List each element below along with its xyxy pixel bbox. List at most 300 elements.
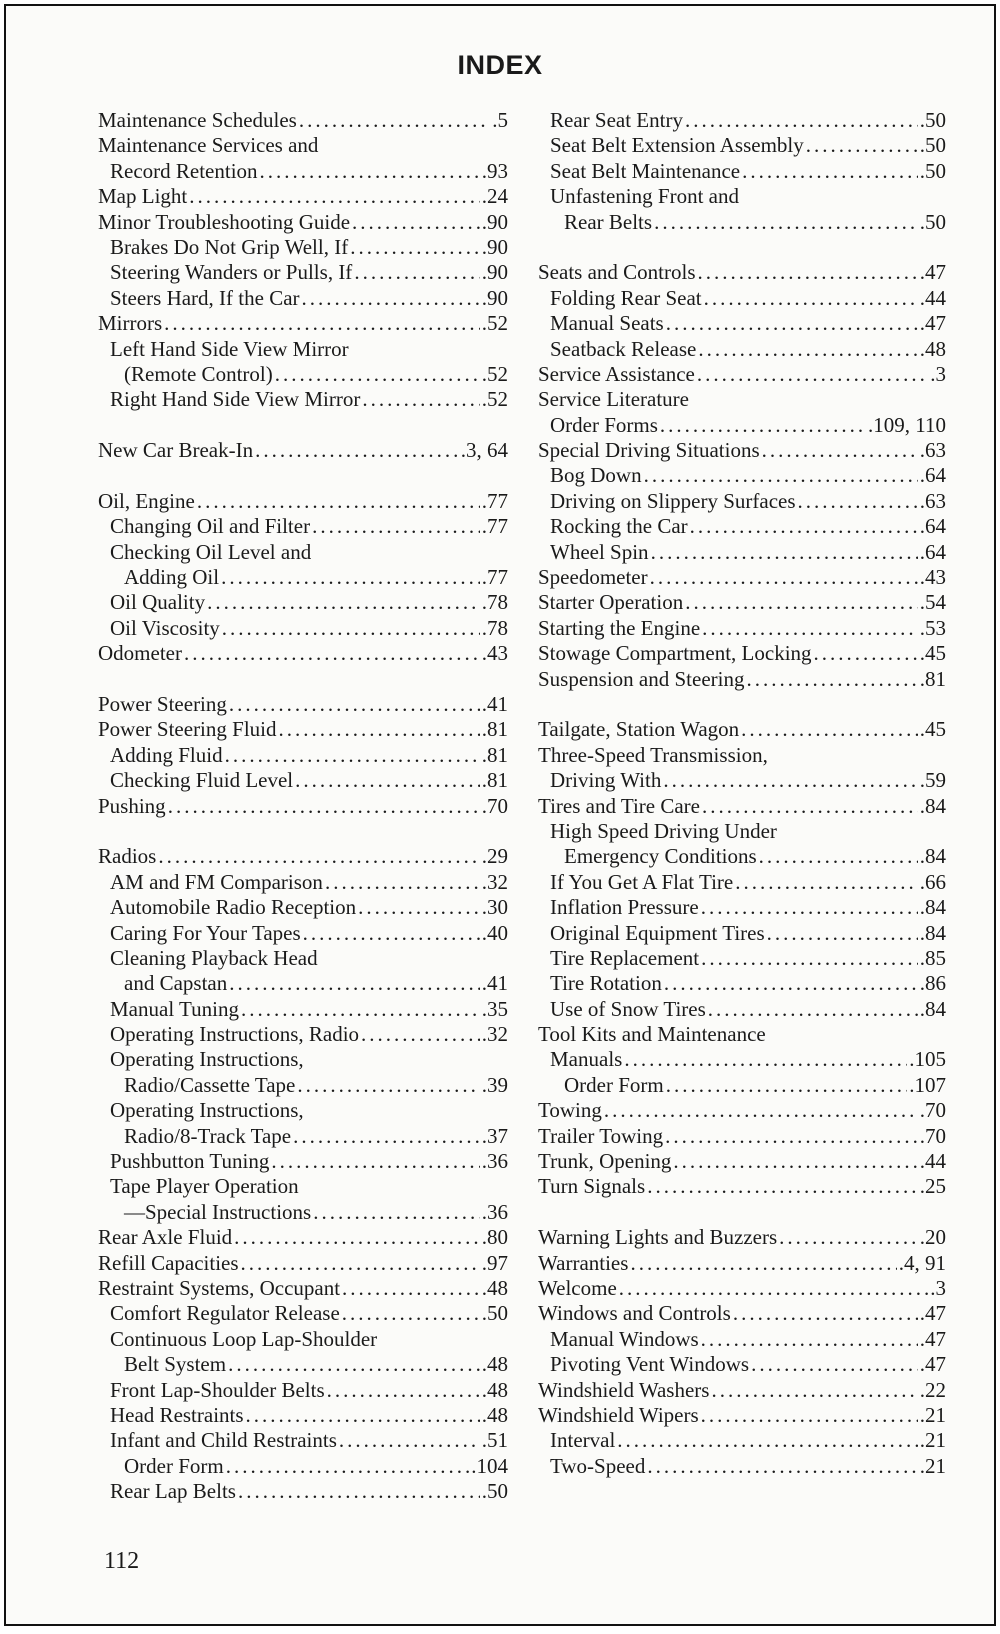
- dot-leader: [342, 1301, 480, 1326]
- index-entry: [98, 311, 508, 336]
- index-entry-text: Head Restraints: [110, 1402, 244, 1427]
- index-entry: [538, 1352, 946, 1377]
- index-page: [4, 4, 996, 1626]
- dot-leader: [221, 565, 480, 590]
- index-entry-page: .84: [919, 844, 946, 869]
- index-spacer: [538, 235, 946, 260]
- index-entry-page: .64: [919, 539, 946, 564]
- index-entry-text: and Capstan: [124, 971, 228, 996]
- dot-leader: [302, 286, 480, 311]
- index-entry-text: Radio/8-Track Tape: [124, 1123, 292, 1148]
- index-entry: [98, 1378, 508, 1403]
- index-entry: [98, 1174, 508, 1199]
- index-entry-text: Operating Instructions,: [110, 1047, 304, 1072]
- index-entry-text: Seats and Controls: [538, 260, 696, 285]
- index-entry-page: .3: [930, 361, 946, 386]
- index-entry-text: Rear Belts: [564, 209, 653, 234]
- index-entry-text: Pushing: [98, 793, 166, 818]
- index-entry-text: Warning Lights and Buzzers: [538, 1225, 778, 1250]
- index-entry-text: Manual Seats: [550, 311, 664, 336]
- dot-leader: [297, 1073, 479, 1098]
- index-entry-page: .107: [909, 1072, 946, 1097]
- dot-leader: [303, 921, 480, 946]
- index-entry: [98, 590, 508, 615]
- dot-leader: [295, 768, 480, 793]
- index-entry: [98, 895, 508, 920]
- index-entry-page: .84: [919, 996, 946, 1021]
- index-entry: [538, 1378, 946, 1403]
- index-entry: [98, 1454, 508, 1479]
- dot-leader: [733, 1301, 918, 1326]
- index-entry-text: Comfort Regulator Release: [110, 1301, 340, 1326]
- dot-leader: [647, 1174, 918, 1199]
- index-entry: [98, 133, 508, 158]
- dot-leader: [293, 1124, 480, 1149]
- index-entry-page: .51: [481, 1428, 508, 1453]
- index-entry-text: Seat Belt Maintenance: [550, 158, 741, 183]
- index-entry-page: .52: [481, 387, 508, 412]
- index-entry-text: Starter Operation: [538, 590, 684, 615]
- index-entry-text: Manual Windows: [550, 1326, 699, 1351]
- index-entry-text: Power Steering: [98, 691, 227, 716]
- index-entry-text: Manuals: [550, 1047, 623, 1072]
- index-entry-text: Emergency Conditions: [564, 844, 757, 869]
- index-entry: [538, 768, 946, 793]
- index-entry-page: .43: [481, 641, 508, 666]
- index-entry: [98, 489, 508, 514]
- index-entry: [538, 1022, 946, 1047]
- index-entry-text: Manual Tuning: [110, 996, 239, 1021]
- index-entry-page: .47: [919, 260, 946, 285]
- dot-leader: [698, 337, 917, 362]
- index-entry: [538, 794, 946, 819]
- dot-leader: [362, 387, 479, 412]
- dot-leader: [207, 590, 480, 615]
- dot-leader: [189, 184, 480, 209]
- index-spacer: [98, 463, 508, 488]
- index-entry-text: Oil, Engine: [98, 488, 195, 513]
- index-entry: [98, 1251, 508, 1276]
- dot-leader: [665, 1124, 918, 1149]
- index-entry-page: .3, 64: [460, 438, 508, 463]
- dot-leader: [229, 692, 480, 717]
- index-entry: [98, 337, 508, 362]
- index-entry: [538, 997, 946, 1022]
- dot-leader: [279, 717, 480, 742]
- dot-leader: [342, 1276, 480, 1301]
- index-entry: [538, 565, 946, 590]
- index-entry-page: .50: [481, 1301, 508, 1326]
- index-entry-page: .70: [919, 1123, 946, 1148]
- dot-leader: [350, 235, 480, 260]
- dot-leader: [746, 667, 917, 692]
- index-entry-text: Turn Signals: [538, 1174, 646, 1199]
- dot-leader: [246, 1403, 480, 1428]
- dot-leader: [660, 413, 866, 438]
- index-entry-text: Tire Rotation: [550, 971, 662, 996]
- dot-leader: [666, 1073, 908, 1098]
- index-column-left: [98, 108, 508, 1504]
- index-entry: [538, 1225, 946, 1250]
- index-entry: [538, 463, 946, 488]
- index-entry-text: Unfastening Front and: [550, 184, 739, 209]
- index-entry-page: .39: [481, 1072, 508, 1097]
- index-spacer: [98, 413, 508, 438]
- index-entry-text: Brakes Do Not Grip Well, If: [110, 234, 349, 259]
- index-entry: [98, 159, 508, 184]
- dot-leader: [708, 997, 918, 1022]
- index-entry: [98, 540, 508, 565]
- dot-leader: [312, 514, 480, 539]
- index-entry: [538, 311, 946, 336]
- index-entry: [538, 641, 946, 666]
- index-entry-page: .41: [481, 971, 508, 996]
- dot-leader: [339, 1428, 480, 1453]
- index-entry-text: Bog Down: [550, 463, 642, 488]
- dot-leader: [158, 844, 479, 869]
- index-entry: [98, 971, 508, 996]
- index-entry-page: .77: [481, 565, 508, 590]
- dot-leader: [644, 463, 918, 488]
- index-entry-text: Oil Viscosity: [110, 615, 220, 640]
- index-entry-text: Towing: [538, 1098, 602, 1123]
- dot-leader: [698, 260, 918, 285]
- index-entry: [538, 540, 946, 565]
- index-entry: [98, 870, 508, 895]
- dot-leader: [354, 260, 479, 285]
- page-title: INDEX: [457, 50, 543, 80]
- index-entry: [98, 1479, 508, 1504]
- index-entry-page: .78: [481, 615, 508, 640]
- index-entry-text: Changing Oil and Filter: [110, 514, 311, 539]
- index-entry-text: Order Form: [564, 1072, 664, 1097]
- index-entry-page: .40: [481, 920, 508, 945]
- index-entry-text: Windshield Wipers: [538, 1402, 699, 1427]
- index-entry: [538, 1149, 946, 1174]
- index-spacer: [98, 819, 508, 844]
- dot-leader: [624, 1047, 907, 1072]
- index-entry-text: Minor Troubleshooting Guide: [98, 209, 351, 234]
- dot-leader: [325, 870, 480, 895]
- index-entry-text: Original Equipment Tires: [550, 920, 765, 945]
- index-entry-text: Infant and Child Restraints: [110, 1428, 337, 1453]
- index-entry-text: Radio/Cassette Tape: [124, 1072, 296, 1097]
- index-entry-page: .36: [481, 1149, 508, 1174]
- index-spacer: [538, 692, 946, 717]
- index-entry: [538, 387, 946, 412]
- dot-leader: [358, 895, 480, 920]
- index-entry: [538, 667, 946, 692]
- dot-leader: [617, 1428, 917, 1453]
- index-entry-text: Driving on Slippery Surfaces: [550, 488, 796, 513]
- index-entry-text: Rocking the Car: [550, 514, 688, 539]
- index-entry: [538, 717, 946, 742]
- index-entry-page: .81: [481, 768, 508, 793]
- dot-leader: [742, 159, 918, 184]
- dot-leader: [685, 108, 918, 133]
- dot-leader: [663, 768, 917, 793]
- index-entry-text: Oil Quality: [110, 590, 206, 615]
- dot-leader: [690, 514, 918, 539]
- index-entry: [98, 1047, 508, 1072]
- index-entry: [98, 565, 508, 590]
- index-entry-page: .86: [919, 971, 946, 996]
- index-entry-page: .80: [481, 1225, 508, 1250]
- index-entry-page: .48: [481, 1275, 508, 1300]
- index-entry-text: Interval: [550, 1428, 616, 1453]
- index-entry-text: Pivoting Vent Windows: [550, 1352, 750, 1377]
- index-entry-text: Suspension and Steering: [538, 666, 745, 691]
- index-entry: [98, 1225, 508, 1250]
- index-entry: [98, 641, 508, 666]
- index-entry-page: .48: [481, 1377, 508, 1402]
- dot-leader: [702, 616, 918, 641]
- index-entry: [98, 1403, 508, 1428]
- index-entry: [98, 514, 508, 539]
- index-entry: [98, 921, 508, 946]
- index-entry: [538, 1098, 946, 1123]
- dot-leader: [685, 590, 918, 615]
- index-entry-text: Warranties: [538, 1250, 629, 1275]
- index-entry: [538, 210, 946, 235]
- index-entry-text: Power Steering Fluid: [98, 717, 277, 742]
- index-entry: [538, 489, 946, 514]
- dot-leader: [711, 1378, 917, 1403]
- dot-leader: [260, 159, 480, 184]
- dot-leader: [814, 641, 918, 666]
- dot-leader: [275, 362, 480, 387]
- index-entry: [538, 337, 946, 362]
- index-entry-page: .48: [481, 1352, 508, 1377]
- index-entry-page: .81: [919, 666, 946, 691]
- index-entry-page: .47: [919, 1352, 946, 1377]
- index-entry-text: Checking Oil Level and: [110, 539, 312, 564]
- index-entry: [538, 159, 946, 184]
- index-entry-text: Restraint Systems, Occupant: [98, 1275, 341, 1300]
- index-entry: [538, 895, 946, 920]
- dot-leader: [255, 438, 459, 463]
- page-number: 112: [104, 1548, 140, 1574]
- index-entry-text: Adding Oil: [124, 565, 220, 590]
- index-entry-page: .84: [919, 895, 946, 920]
- index-entry-page: .50: [919, 133, 946, 158]
- index-entry-text: —Special Instructions: [124, 1199, 312, 1224]
- index-entry-page: .47: [919, 1326, 946, 1351]
- dot-leader: [664, 971, 918, 996]
- index-entry-page: .104: [471, 1453, 508, 1478]
- index-entry-text: Steers Hard, If the Car: [110, 285, 300, 310]
- index-entry-page: .84: [919, 920, 946, 945]
- index-entry: [538, 590, 946, 615]
- index-entry-page: .36: [481, 1199, 508, 1224]
- dot-leader: [228, 1352, 480, 1377]
- dot-leader: [352, 210, 480, 235]
- index-entry: [538, 616, 946, 641]
- index-entry-page: .24: [481, 184, 508, 209]
- index-entry-page: .97: [481, 1250, 508, 1275]
- index-entry-page: .21: [919, 1453, 946, 1478]
- index-entry-text: Trailer Towing: [538, 1123, 664, 1148]
- index-entry: [98, 438, 508, 463]
- index-entry: [538, 921, 946, 946]
- index-entry-text: If You Get A Flat Tire: [550, 869, 734, 894]
- index-entry-page: .43: [919, 565, 946, 590]
- index-entry: [98, 1149, 508, 1174]
- index-entry: [98, 235, 508, 260]
- index-entry-page: .44: [919, 1149, 946, 1174]
- index-entry: [538, 362, 946, 387]
- dot-leader: [751, 1352, 918, 1377]
- index-entry-page: .64: [919, 463, 946, 488]
- index-entry: [538, 971, 946, 996]
- index-entry: [538, 1251, 946, 1276]
- index-entry-text: Inflation Pressure: [550, 895, 699, 920]
- index-entry-page: .48: [481, 1402, 508, 1427]
- index-entry-page: .90: [481, 260, 508, 285]
- dot-leader: [168, 794, 480, 819]
- index-entry: [98, 616, 508, 641]
- index-entry-page: .70: [481, 793, 508, 818]
- index-entry-page: .52: [481, 311, 508, 336]
- dot-leader: [673, 1149, 917, 1174]
- dot-leader: [759, 844, 918, 869]
- index-entry-page: .3: [930, 1275, 946, 1300]
- index-entry-text: Rear Axle Fluid: [98, 1225, 233, 1250]
- index-column-right: [538, 108, 946, 1479]
- index-entry-page: .64: [919, 514, 946, 539]
- index-entry-text: Adding Fluid: [110, 742, 223, 767]
- index-entry: [98, 108, 508, 133]
- index-entry: [538, 1047, 946, 1072]
- index-entry-page: .93: [481, 158, 508, 183]
- index-entry-page: .4, 91: [898, 1250, 946, 1275]
- index-entry: [538, 946, 946, 971]
- index-entry: [98, 844, 508, 869]
- index-entry-text: Seat Belt Extension Assembly: [550, 133, 804, 158]
- index-spacer: [98, 667, 508, 692]
- dot-leader: [619, 1276, 928, 1301]
- index-entry: [538, 438, 946, 463]
- index-entry-text: Speedometer: [538, 565, 648, 590]
- dot-leader: [229, 971, 480, 996]
- dot-leader: [271, 1149, 479, 1174]
- index-entry: [98, 1073, 508, 1098]
- index-entry-text: Stowage Compartment, Locking: [538, 641, 812, 666]
- index-entry: [98, 362, 508, 387]
- index-entry-page: .70: [919, 1098, 946, 1123]
- dot-leader: [666, 311, 918, 336]
- index-entry-text: AM and FM Comparison: [110, 869, 323, 894]
- index-entry: [98, 1428, 508, 1453]
- index-entry-page: .41: [481, 691, 508, 716]
- index-entry-text: Tire Replacement: [550, 945, 700, 970]
- index-entry-text: Left Hand Side View Mirror: [110, 336, 349, 361]
- index-entry-page: .109, 110: [868, 412, 946, 437]
- index-entry-page: .47: [919, 1301, 946, 1326]
- dot-leader: [767, 921, 918, 946]
- index-entry-text: Front Lap-Shoulder Belts: [110, 1377, 325, 1402]
- index-entry: [98, 1124, 508, 1149]
- dot-leader: [222, 616, 480, 641]
- index-entry-text: Seatback Release: [550, 336, 697, 361]
- index-entry-page: .22: [919, 1377, 946, 1402]
- index-entry-page: .90: [481, 209, 508, 234]
- index-entry: [538, 514, 946, 539]
- dot-leader: [702, 794, 918, 819]
- index-entry-text: Rear Seat Entry: [550, 108, 683, 132]
- index-entry-page: .50: [919, 209, 946, 234]
- index-entry: [538, 1301, 946, 1326]
- index-entry-page: .25: [919, 1174, 946, 1199]
- index-entry-text: Wheel Spin: [550, 539, 649, 564]
- index-entry-text: Belt System: [124, 1352, 227, 1377]
- index-entry-page: .81: [481, 742, 508, 767]
- index-entry-text: Service Literature: [538, 387, 689, 412]
- index-entry-text: Cleaning Playback Head: [110, 945, 318, 970]
- index-entry-text: Radios: [98, 844, 157, 869]
- dot-leader: [697, 362, 928, 387]
- index-entry-page: .77: [481, 488, 508, 513]
- index-entry: [538, 819, 946, 844]
- index-entry: [98, 286, 508, 311]
- index-entry: [538, 743, 946, 768]
- index-entry: [98, 1200, 508, 1225]
- dot-leader: [650, 565, 918, 590]
- index-entry: [538, 1124, 946, 1149]
- index-entry-page: .81: [481, 717, 508, 742]
- index-entry-page: .78: [481, 590, 508, 615]
- dot-leader: [704, 286, 918, 311]
- index-entry: [98, 387, 508, 412]
- index-entry-text: (Remote Control): [124, 361, 273, 386]
- index-entry-page: .66: [919, 869, 946, 894]
- index-entry-page: .20: [919, 1225, 946, 1250]
- index-entry-text: Starting the Engine: [538, 615, 701, 640]
- dot-leader: [651, 540, 918, 565]
- index-entry-page: .50: [919, 158, 946, 183]
- index-entry-page: .44: [919, 285, 946, 310]
- index-entry-text: Rear Lap Belts: [110, 1479, 236, 1504]
- index-entry-text: Windows and Controls: [538, 1301, 731, 1326]
- index-entry-text: Operating Instructions,: [110, 1098, 304, 1123]
- index-entry-text: New Car Break-In: [98, 438, 254, 463]
- index-entry: [98, 260, 508, 285]
- index-entry-page: .50: [919, 108, 946, 132]
- dot-leader: [226, 1454, 470, 1479]
- index-entry-text: Two-Speed: [550, 1453, 646, 1478]
- index-entry-page: .45: [919, 641, 946, 666]
- index-entry-text: Record Retention: [110, 158, 258, 183]
- index-entry-text: Automobile Radio Reception: [110, 895, 357, 920]
- index-entry: [538, 1073, 946, 1098]
- index-entry-text: Caring For Your Tapes: [110, 920, 301, 945]
- dot-leader: [647, 1454, 917, 1479]
- index-entry-page: .105: [909, 1047, 946, 1072]
- dot-leader: [184, 641, 480, 666]
- dot-leader: [741, 717, 918, 742]
- index-entry-page: .32: [481, 869, 508, 894]
- index-entry-page: .48: [919, 336, 946, 361]
- index-entry-text: Steering Wanders or Pulls, If: [110, 260, 353, 285]
- index-entry-page: .63: [919, 438, 946, 463]
- index-entry: [538, 108, 946, 133]
- dot-leader: [762, 438, 918, 463]
- dot-leader: [779, 1225, 918, 1250]
- index-entry: [98, 997, 508, 1022]
- index-entry: [538, 133, 946, 158]
- index-entry-page: .63: [919, 488, 946, 513]
- index-entry: [538, 1428, 946, 1453]
